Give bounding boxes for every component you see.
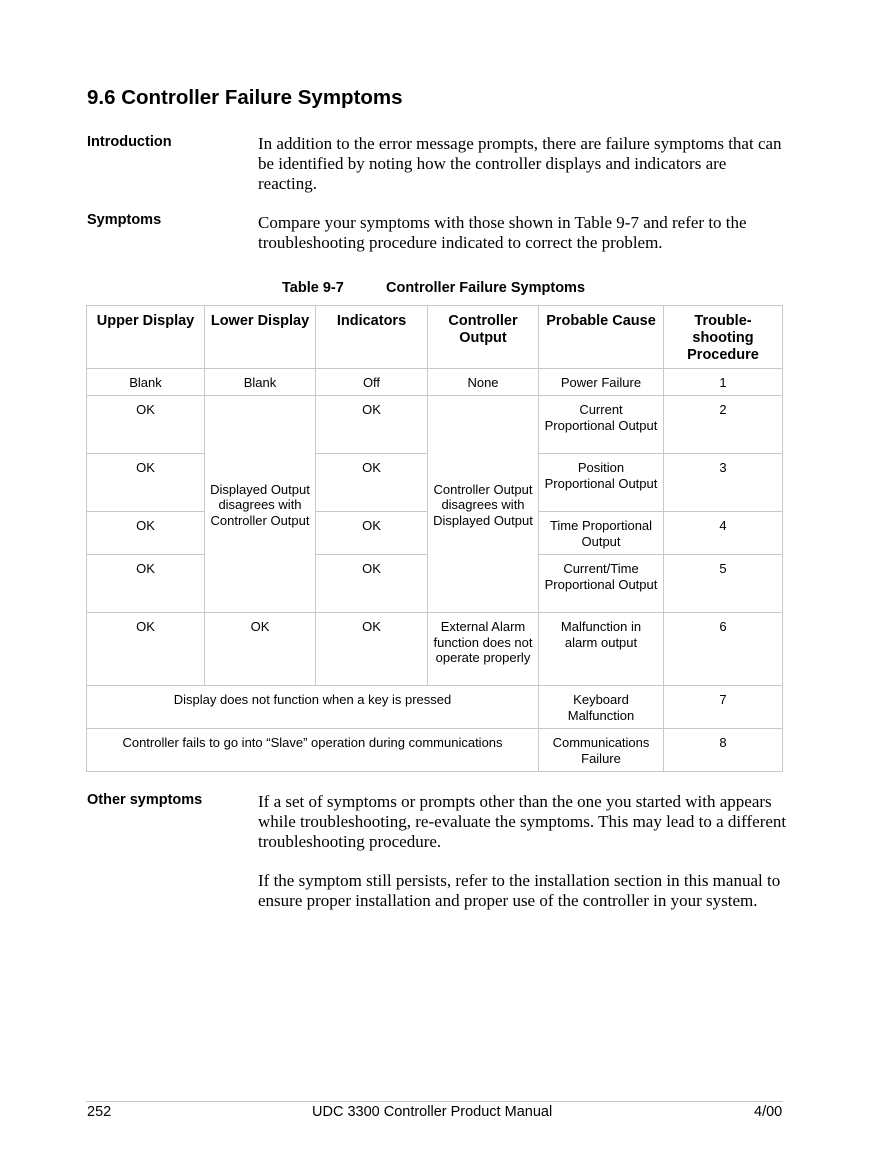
cell-indicators: OK bbox=[316, 512, 428, 555]
cell-indicators: OK bbox=[316, 613, 428, 686]
cell-indicators: OK bbox=[316, 396, 428, 454]
table-header-row bbox=[87, 306, 783, 369]
cell-procedure: 6 bbox=[664, 613, 783, 686]
cell-indicators: OK bbox=[316, 555, 428, 613]
cell-upper: OK bbox=[87, 613, 205, 686]
cell-indicators: OK bbox=[316, 454, 428, 512]
footer-date: 4/00 bbox=[754, 1104, 783, 1120]
section-title: 9.6 Controller Failure Symptoms bbox=[87, 86, 403, 109]
table-caption-number: Table 9-7 bbox=[282, 280, 344, 296]
cell-lower: Blank bbox=[205, 369, 316, 396]
cell-output: External Alarm function does not operate properly bbox=[428, 613, 539, 686]
cell-symptom-span: Controller fails to go into “Slave” operation during communications bbox=[87, 729, 539, 772]
table-row bbox=[87, 613, 783, 686]
table-row bbox=[87, 369, 783, 396]
cell-upper: OK bbox=[87, 396, 205, 454]
table-caption bbox=[282, 280, 586, 296]
header-troubleshooting-procedure: Trouble-shooting Procedure bbox=[664, 306, 783, 369]
other-symptoms-para-1: If a set of symptoms or prompts other than the one you started with appears while troubleshooting, re-evaluate the symptoms. This may lead to a different troubleshooting procedure. bbox=[258, 792, 787, 851]
cell-upper: OK bbox=[87, 555, 205, 613]
cell-upper: OK bbox=[87, 512, 205, 555]
cell-procedure: 4 bbox=[664, 512, 783, 555]
cell-lower: OK bbox=[205, 613, 316, 686]
table-row bbox=[87, 686, 783, 729]
other-symptoms-para-2: If the symptom still persists, refer to the installation section in this manual to ensure proper installation and proper use of the controller in your system. bbox=[258, 871, 781, 910]
footer-page-number: 252 bbox=[87, 1104, 112, 1120]
header-upper-display: Upper Display bbox=[87, 306, 205, 369]
cell-procedure: 1 bbox=[664, 369, 783, 396]
cell-symptom-span: Display does not function when a key is pressed bbox=[87, 686, 539, 729]
symptoms-heading: Symptoms bbox=[87, 212, 162, 228]
header-controller-output: Controller Output bbox=[428, 306, 539, 369]
cell-cause: Power Failure bbox=[539, 369, 664, 396]
cell-output: None bbox=[428, 369, 539, 396]
footer-divider bbox=[86, 1101, 783, 1102]
cell-cause: Malfunction in alarm output bbox=[539, 613, 664, 686]
cell-upper: OK bbox=[87, 454, 205, 512]
header-indicators: Indicators bbox=[316, 306, 428, 369]
cell-lower-merged: Displayed Output disagrees with Controller Output bbox=[205, 396, 316, 613]
table-row bbox=[87, 729, 783, 772]
other-symptoms-heading: Other symptoms bbox=[87, 792, 203, 808]
table-caption-title: Controller Failure Symptoms bbox=[386, 280, 586, 296]
cell-cause: Communications Failure bbox=[539, 729, 664, 772]
cell-cause: Time Proportional Output bbox=[539, 512, 664, 555]
failure-symptoms-table bbox=[86, 305, 783, 772]
cell-procedure: 3 bbox=[664, 454, 783, 512]
cell-procedure: 7 bbox=[664, 686, 783, 729]
cell-procedure: 2 bbox=[664, 396, 783, 454]
cell-cause: Current/Time Proportional Output bbox=[539, 555, 664, 613]
cell-cause: Current Proportional Output bbox=[539, 396, 664, 454]
table-row bbox=[87, 396, 783, 454]
introduction-text: In addition to the error message prompts, there are failure symptoms that can be identified by noting how the controller displays and indicators are reacting. bbox=[258, 134, 782, 193]
footer-manual-title: UDC 3300 Controller Product Manual bbox=[312, 1104, 553, 1120]
cell-output-merged: Controller Output disagrees with Displayed Output bbox=[428, 396, 539, 613]
cell-cause: Keyboard Malfunction bbox=[539, 686, 664, 729]
introduction-heading: Introduction bbox=[87, 134, 172, 150]
cell-indicators: Off bbox=[316, 369, 428, 396]
symptoms-text: Compare your symptoms with those shown in Table 9-7 and refer to the troubleshooting procedure indicated to correct the problem. bbox=[258, 213, 747, 252]
cell-procedure: 5 bbox=[664, 555, 783, 613]
cell-upper: Blank bbox=[87, 369, 205, 396]
cell-procedure: 8 bbox=[664, 729, 783, 772]
cell-cause: Position Proportional Output bbox=[539, 454, 664, 512]
header-lower-display: Lower Display bbox=[205, 306, 316, 369]
header-probable-cause: Probable Cause bbox=[539, 306, 664, 369]
